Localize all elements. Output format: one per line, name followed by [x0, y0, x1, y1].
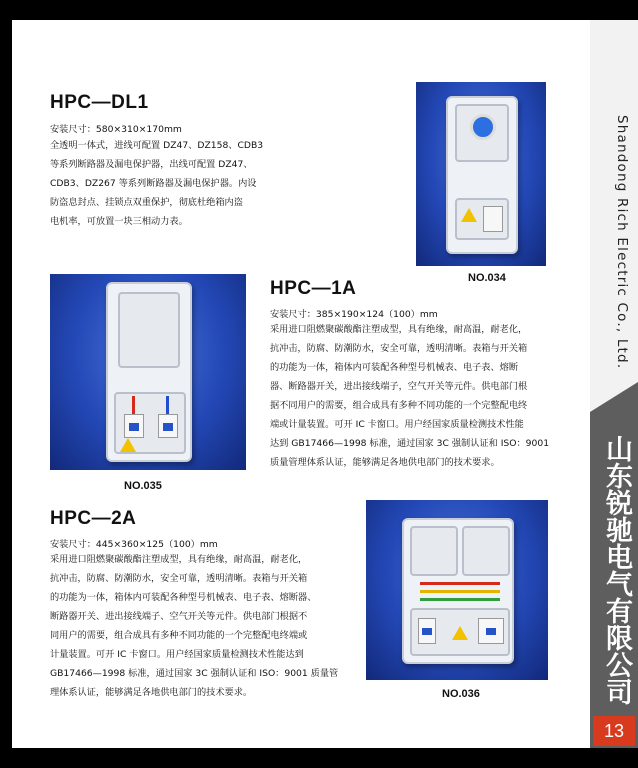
- product-model-dl1: HPC—DL1: [50, 92, 149, 113]
- description-line: 质量管理体系认证，能够满足各地供电部门的技术要求。: [270, 457, 500, 468]
- breaker-switch: [418, 618, 436, 644]
- product-description-1a: [270, 320, 570, 472]
- description-line: 防盗息封点、挂锁点双重保护，彻底杜绝箱内盗: [50, 197, 243, 208]
- photo-caption-035: NO.035: [124, 480, 162, 492]
- photo-caption-034: NO.034: [468, 272, 506, 284]
- breaker-lever: [129, 423, 139, 431]
- product-description-2a: [50, 550, 360, 702]
- meter-window-right: [462, 526, 510, 576]
- description-line: 理体系认证，能够满足各地供电部门的技术要求。: [50, 687, 253, 698]
- red-wire: [420, 582, 500, 585]
- product-photo-035: [50, 274, 246, 470]
- warning-icon: [452, 626, 468, 640]
- breaker-switch: [158, 414, 178, 438]
- photo-caption-036: NO.036: [442, 688, 480, 700]
- sidebar: [590, 20, 638, 748]
- warning-icon: [461, 208, 477, 222]
- page-number: 13: [593, 716, 635, 746]
- description-line: CDB3、DZ267 等系列断路器及漏电保护器。内设: [50, 178, 257, 189]
- description-line: 器、断路器开关，进出接线端子，空气开关等元件。供电部门根: [270, 381, 528, 392]
- product-model-2a: HPC—2A: [50, 508, 137, 529]
- product-description-dl1: [50, 136, 290, 231]
- sidebar-notch: [590, 382, 638, 412]
- product-photo-036: [366, 500, 548, 680]
- breaker-window: [410, 608, 510, 656]
- product-size-dl1: 安装尺寸：580×310×170mm: [50, 124, 182, 135]
- company-name-chinese: 山东锐驰电气有限公司: [601, 435, 632, 705]
- breaker-switch: [478, 618, 504, 644]
- description-line: 抗冲击，防腐、防潮防水，安全可靠，透明清晰。表箱与开关箱: [270, 343, 528, 354]
- meter-box-illustration: [402, 518, 514, 664]
- product-photo-034: [416, 82, 546, 266]
- green-wire: [420, 598, 500, 601]
- product-size-1a: 安装尺寸：385×190×124（100）mm: [270, 309, 438, 320]
- meter-box-illustration: [106, 282, 192, 462]
- description-line: 据不同用户的需要，组合成具有多种不同功能的一个完整配电终: [270, 400, 528, 411]
- breaker-switch: [124, 414, 144, 438]
- blue-wire: [166, 396, 169, 416]
- description-line: 计量装置。可开 IC 卡窗口。用户经国家质量检测技术性能达到: [50, 649, 304, 660]
- description-line: 采用进口阻燃聚碳酸酯注塑成型，具有绝缘，耐高温，耐老化，: [50, 554, 308, 565]
- description-line: 的功能为一体，箱体内可装配各种型号机械表、电子表、熔断器、: [50, 592, 317, 603]
- breaker-window: [114, 392, 186, 454]
- breaker-lever: [163, 423, 173, 431]
- description-line: 断路器开关、进出接线端子、空气开关等元件。供电部门根据不: [50, 611, 308, 622]
- yellow-wire: [420, 590, 500, 593]
- description-line: 达到 GB17466—1998 标准，通过国家 3C 强制认证和 ISO：9001: [270, 438, 550, 449]
- red-wire: [132, 396, 135, 416]
- product-model-1a: HPC—1A: [270, 278, 357, 299]
- company-name-english: Shandong Rich Electric Co., Ltd.: [614, 115, 630, 370]
- meter-box-illustration: [446, 96, 518, 254]
- breaker-lever: [486, 628, 496, 635]
- description-line: 端或计量装置。可开 IC 卡窗口。用户经国家质量检测技术性能: [270, 419, 524, 430]
- meter-dial: [470, 114, 496, 140]
- breaker-window: [455, 198, 509, 240]
- description-line: 采用进口阻燃聚碳酸酯注塑成型，具有绝缘，耐高温，耐老化，: [270, 324, 528, 335]
- warning-icon: [120, 438, 136, 452]
- description-line: 的功能为一体，箱体内可装配各种型号机械表、电子表、熔断: [270, 362, 519, 373]
- description-line: 全透明一体式，进线可配置 DZ47、DZ158、CDB3: [50, 140, 264, 151]
- description-line: 抗冲击，防腐、防潮防水，安全可靠，透明清晰。表箱与开关箱: [50, 573, 308, 584]
- description-line: 等系列断路器及漏电保护器，出线可配置 DZ47、: [50, 159, 253, 170]
- description-line: 同用户的需要，组合成具有多种不同功能的一个完整配电终端或: [50, 630, 308, 641]
- breaker-switch: [483, 206, 503, 232]
- description-line: 电机率，可放置一块三相动力表。: [50, 216, 188, 227]
- description-line: GB17466—1998 标准，通过国家 3C 强制认证和 ISO：9001 质量管: [50, 668, 339, 679]
- meter-window: [118, 292, 180, 368]
- meter-window: [455, 104, 509, 162]
- meter-window-left: [410, 526, 458, 576]
- product-size-2a: 安装尺寸：445×360×125（100）mm: [50, 539, 218, 550]
- breaker-lever: [422, 628, 432, 635]
